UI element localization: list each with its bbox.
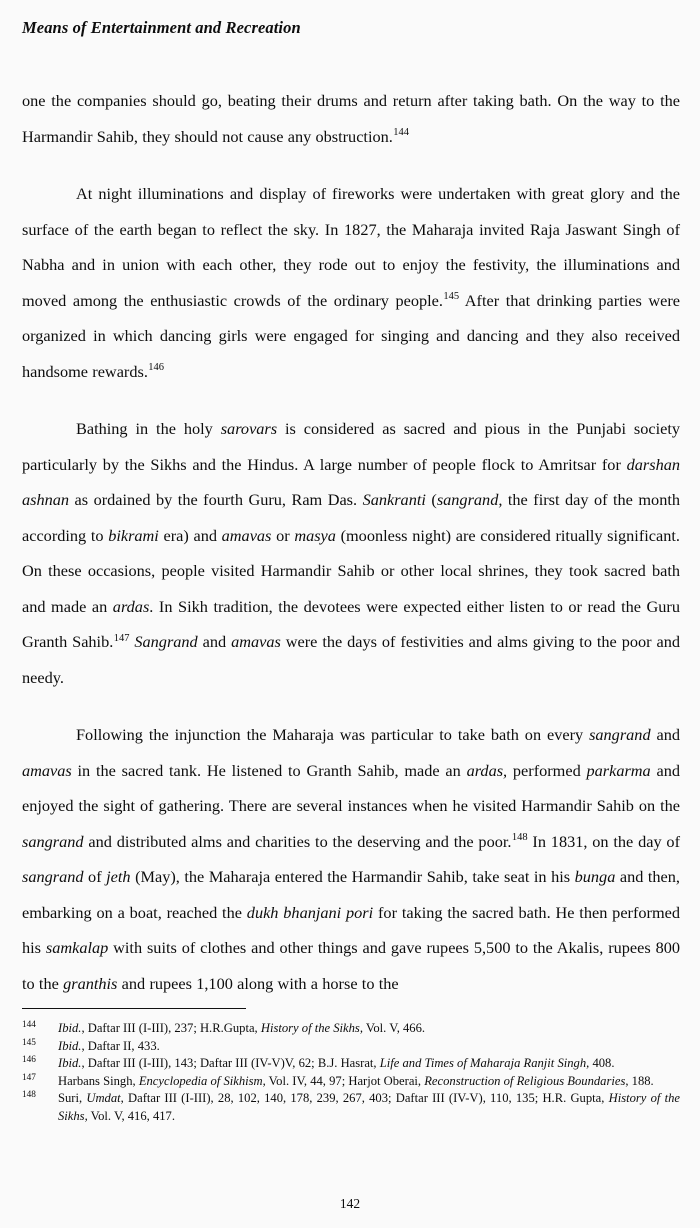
footnote-entry xyxy=(22,1020,680,1038)
text-run: (moonless night) are considered ritually significant. On these occasions, people visited Harmandir Sahib or other local shrines, they took sacred bath and made an xyxy=(22,525,680,616)
footnote-text xyxy=(58,1038,680,1056)
footnote-number: 144 xyxy=(22,1020,36,1030)
text-run: is considered as sacred and pious in the Punjabi society particularly by the Sikhs and the Hindus. A large number of people flock to Amritsar for xyxy=(22,419,680,474)
footnote-entry xyxy=(22,1090,680,1125)
text-run: in the sacred tank. He listened to Granth Sahib, made an xyxy=(71,760,467,780)
italic-term: sarovars xyxy=(220,419,278,438)
italic-term: jeth xyxy=(106,867,131,886)
italic-term: bikrami xyxy=(108,525,159,545)
italic-term: History of the Sikhs, xyxy=(58,1091,680,1123)
footnote-text xyxy=(58,1090,680,1125)
body-text-column xyxy=(22,83,680,1001)
text-run: with suits of clothes and other things and gave rupees 5,500 to the Akalis, rupees 800 to the xyxy=(22,938,680,993)
text-run: , Daftar III (I-III), 237; H.R.Gupta, xyxy=(81,1021,261,1035)
italic-term: Ibid. xyxy=(58,1038,82,1053)
footnote-entry xyxy=(22,1038,680,1056)
body-paragraph xyxy=(22,176,680,389)
text-run: , Daftar III (I-III), 28, 102, 140, 178, 239, 267, 403; Daftar III (IV-V), 110, 135; H.R. Gupta, xyxy=(120,1091,609,1106)
text-run: Vol. IV, 44, 97; Harjot Oberai, xyxy=(265,1073,425,1088)
running-header: Means of Entertainment and Recreation xyxy=(22,18,301,37)
text-run: and distributed alms and charities to the deserving and the poor. xyxy=(83,831,512,851)
italic-term: ardas, xyxy=(466,760,508,780)
text-run: (May), the Maharaja entered the Harmandir Sahib, take seat in his xyxy=(130,867,575,886)
footnote-separator-rule xyxy=(22,1008,246,1009)
text-run: Suri, xyxy=(58,1091,87,1106)
text-run: of xyxy=(83,867,107,886)
italic-term: sangrand xyxy=(22,867,84,886)
italic-term: Umdat xyxy=(86,1091,121,1106)
text-run: performed xyxy=(507,760,587,780)
italic-term: bunga xyxy=(574,867,616,886)
text-run: Bathing in the holy xyxy=(76,419,221,438)
footnote-text xyxy=(58,1055,680,1073)
italic-term: amavas xyxy=(22,760,72,780)
italic-term: Reconstruction of Religious Boundaries xyxy=(424,1073,626,1088)
italic-term: Sankranti xyxy=(362,490,426,509)
body-paragraph xyxy=(22,83,680,154)
text-run: , Daftar II, 433. xyxy=(81,1038,160,1053)
text-run: . In Sikh tradition, the devotees were expected either listen to or read the Guru Granth Sahib. xyxy=(22,596,680,651)
italic-term: amavas xyxy=(231,632,281,651)
text-run: , Daftar III (I-III), 143; Daftar III (IV-V)V, 62; B.J. Hasrat, xyxy=(81,1056,380,1071)
italic-term: sangrand xyxy=(589,725,651,744)
footnote-reference[interactable]: 144 xyxy=(393,127,409,139)
body-paragraph xyxy=(22,717,680,1001)
page-number: 142 xyxy=(339,1196,361,1211)
text-run: and xyxy=(197,632,232,651)
footnote-entry xyxy=(22,1073,680,1091)
text-run: 408. xyxy=(589,1056,615,1071)
footnote-reference[interactable]: 146 xyxy=(148,362,165,374)
footnote-number: 145 xyxy=(22,1037,36,1048)
text-run: as ordained by the fourth Guru, Ram Das. xyxy=(69,490,363,509)
footnote-number: 147 xyxy=(22,1072,36,1083)
body-paragraph xyxy=(22,411,680,695)
footnote-reference[interactable]: 145 xyxy=(443,291,460,303)
text-run: one the companies should go, beating their drums and return after taking bath. On the way to the Harmandir Sahib, they should not cause any obstruction. xyxy=(22,91,680,146)
footnote-text xyxy=(58,1020,680,1038)
text-run: and xyxy=(650,725,681,744)
text-run: In 1831, on the day of xyxy=(527,831,680,851)
footnote-number: 148 xyxy=(22,1090,36,1101)
text-run: the first day of the month according to xyxy=(22,490,681,545)
footnotes-section xyxy=(22,1020,680,1126)
text-run: and rupees 1,100 along with a horse to the xyxy=(117,973,399,993)
text-run: were the days of festivities and alms giving to the poor and needy. xyxy=(22,632,680,687)
italic-term: sangrand, xyxy=(436,490,503,509)
text-run: Harbans Singh, xyxy=(58,1073,139,1088)
italic-term: Sangrand xyxy=(134,632,198,651)
footnote-entry xyxy=(22,1055,680,1073)
italic-term: dukh bhanjani pori xyxy=(246,902,374,922)
italic-term: History of the Sikhs, xyxy=(260,1021,363,1035)
text-run: for taking the sacred bath. He then performed his xyxy=(22,902,680,957)
italic-term: Life and Times of Maharaja Ranjit Singh, xyxy=(379,1056,590,1071)
footnote-number: 146 xyxy=(22,1055,36,1066)
italic-term: parkarma xyxy=(586,760,651,780)
text-run: At night illuminations and display of fireworks were undertaken with great glory and the surface of the earth began to reflect the sky. In 1827, the Maharaja invited Raja Jaswant Singh of Nabha and in union with each other, they rode out to enjoy the festivity, the illuminations and moved among the enthusiastic crowds of the ordinary people. xyxy=(22,184,680,310)
text-run: and enjoyed the sight of gathering. There are several instances when he visited Harmandir Sahib on the xyxy=(22,760,680,815)
text-run: Following the injunction the Maharaja was particular to take bath on every xyxy=(76,725,590,744)
footnote-text xyxy=(58,1073,680,1091)
italic-term: darshan ashnan xyxy=(22,454,680,509)
italic-term: samkalap xyxy=(45,938,109,957)
italic-term: granthis xyxy=(63,973,118,993)
text-run: Vol. V, 466. xyxy=(362,1021,426,1035)
text-run: or xyxy=(271,525,295,545)
text-run: Vol. V, 416, 417. xyxy=(87,1108,175,1123)
text-run: and then, embarking on a boat, reached the xyxy=(22,867,680,922)
italic-term: Ibid. xyxy=(58,1056,82,1071)
footnote-reference[interactable]: 147 xyxy=(113,632,130,644)
text-run: ( xyxy=(425,490,437,509)
text-run: After that drinking parties were organized in which dancing girls were engaged for singing and dancing and they also received handsome rewards. xyxy=(22,290,680,381)
footnote-reference[interactable]: 148 xyxy=(511,832,528,844)
text-run: era) and xyxy=(158,525,222,545)
italic-term: masya xyxy=(294,525,336,545)
italic-term: amavas xyxy=(221,525,272,545)
italic-term: Encyclopedia of Sikhism, xyxy=(138,1073,266,1088)
italic-term: sangrand xyxy=(22,831,84,851)
italic-term: Ibid. xyxy=(58,1021,82,1035)
italic-term: ardas xyxy=(112,596,150,616)
text-run: , 188. xyxy=(625,1073,654,1088)
